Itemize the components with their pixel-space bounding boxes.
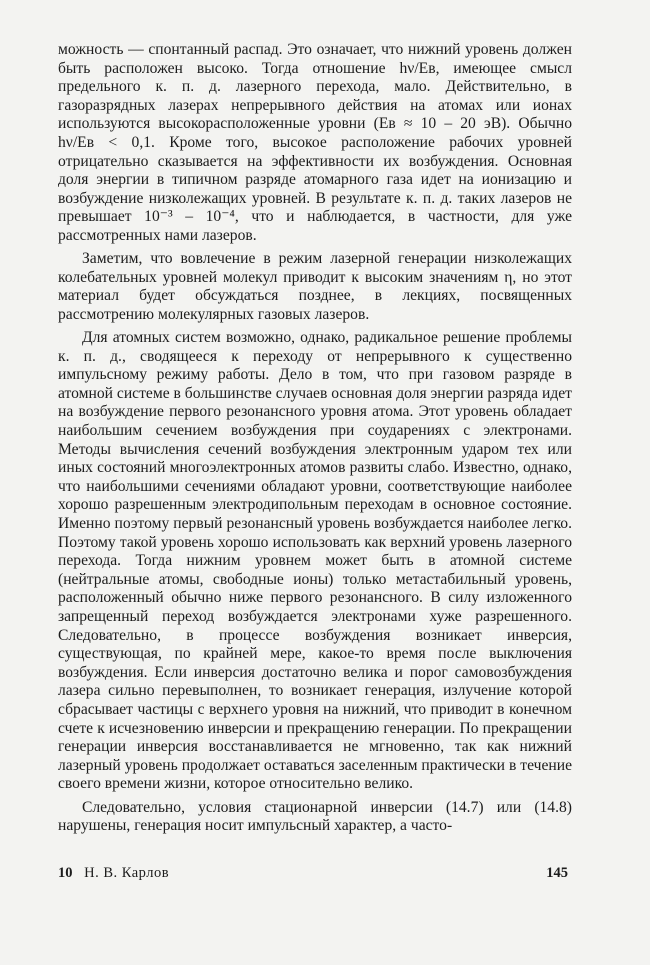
paragraph-3: Для атомных систем возможно, однако, радикальное решение проблемы к. п. д., сводящееся к переходу от непрерывного к существенно импульсному режиму работы. Дело в том, что при газовом разряде в атомной системе в большинстве случаев основная доля энергии разряда идет на возбуждение первого резонансного уровня атома. Этот уровень обладает наибольшим сечением возбуждения при соударениях с электронами. Методы вычисления сечений возбуждения электронным ударом тех или иных состояний многоэлектронных атомов развиты слабо. Известно, однако, что наибольшими сечениями обладают уровни, соответствующие наиболее хорошо разрешенным электродипольным переходам в основное состояние. Именно поэтому первый резонансный уровень возбуждается наиболее легко. Поэтому такой уровень хорошо использовать как верхний уровень лазерного перехода. Тогда нижним уровнем может быть в атомной системе (нейтральные атомы, свободные ионы) только метастабильный уровень, расположенный обычно ниже первого резонансного. В силу изложенного запрещенный переход возбуждается электронами хуже разрешенного. Следовательно, в процессе возбуждения возникает инверсия, существующая, по крайней мере, какое-то время после выключения возбуждения. Если инверсия достаточно велика и порог самовозбуждения лазера сильно перевыполнен, то возникает генерация, излучение которой сбрасывает частицы с верхнего уровня на нижний, что приводит в конечном счете к исчезновению инверсии и прекращению генерации. По прекращении генерации инверсия восстанавливается не мгновенно, так как нижний лазерный уровень продолжает оставаться заселенным практически в течение своего времени жизни, которое относительно велико. [58, 329, 572, 793]
page-footer [58, 865, 572, 885]
paragraph-4: Следовательно, условия стационарной инверсии (14.7) или (14.8) нарушены, генерация носит импульсный характер, а часто- [58, 798, 572, 835]
signature-author: Н. В. Карлов [84, 865, 170, 881]
paragraph-1: можность — спонтанный распад. Это означает, что нижний уровень должен быть расположен высоко. Тогда отношение hν/Eв, имеющее смысл предельного к. п. д. лазерного перехода, мало. Действительно, в газоразрядных лазерах непрерывного действия на атомах или ионах используются высокорасположенные уровни (Eв ≈ 10 – 20 эВ). Обычно hν/Eв < 0,1. Кроме того, высокое расположение рабочих уровней отрицательно сказывается на эффективности их возбуждения. Основная доля энергии в типичном разряде атомарного газа идет на ионизацию и возбуждение низколежащих уровней. В результате к. п. д. таких лазеров не превышает 10⁻³ – 10⁻⁴, что и наблюдается, в частности, для уже рассмотренных нами лазеров. [58, 41, 572, 244]
signature-number: 10 [58, 865, 73, 881]
signature-mark [58, 865, 169, 882]
page-number: 145 [546, 865, 568, 881]
main-text [58, 41, 572, 836]
paragraph-2: Заметим, что вовлечение в режим лазерной генерации низколежащих колебательных уровней молекул приводит к высоким значениям η, но этот материал будет обсуждаться позднее, в лекциях, посвященных рассмотрению молекулярных газовых лазеров. [58, 250, 572, 323]
